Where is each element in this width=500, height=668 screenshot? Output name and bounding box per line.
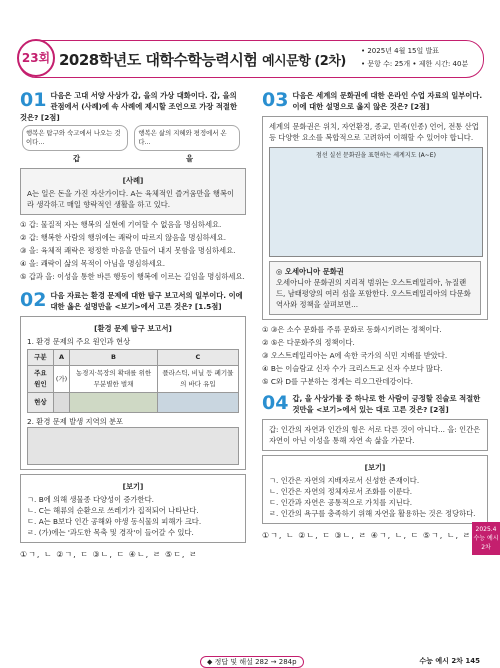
case-text: A는 일은 돈을 가진 자산가이다. A는 육체적인 즐거움만을 행복이라 생각하고 매일 향락적인 생활을 하고 있다. [27, 189, 235, 209]
q01-choices [20, 219, 246, 282]
choice: ⑤ C와 D를 구분하는 경계는 리오그란데강이다. [262, 377, 414, 386]
bogi-item: ㄹ. (가)에는 '과도한 목축 및 경작'이 들어갈 수 있다. [27, 528, 194, 537]
case-tag: [사례] [122, 176, 144, 185]
page-number: 수능 예시 2차 145 [419, 657, 480, 665]
q03-number: 03 [262, 89, 289, 111]
choice: ③ 을: 육체적 쾌락은 평정한 마음을 만들어 내지 못함을 명심하세요. [20, 246, 236, 255]
phenomenon-image [53, 393, 69, 413]
bogi-tag: [보기] [122, 482, 144, 491]
row-label: 현상 [28, 393, 54, 413]
choice: ④ B는 이슬람교 신자 수가 크리스트교 신자 수보다 많다. [262, 364, 443, 373]
bogi-item: ㄹ. 인간의 욕구를 충족하기 위해 자연을 활용하는 것은 정당하다. [269, 509, 476, 518]
q02-text: 다음 자료는 환경 문제에 대한 탐구 보고서의 일부이다. 이에 대한 옳은 설명만을 <보기>에서 고른 것은? [1.5점] [50, 291, 243, 311]
phenomenon-image [70, 393, 158, 413]
oceania-title: ◎ 오세아니아 문화권 [276, 267, 344, 276]
report-section-2: 2. 환경 문제 발생 지역의 분포 [27, 417, 124, 426]
meta-date: • 2025년 4월 15일 발표 [361, 47, 440, 55]
case-box [20, 168, 246, 215]
round-badge: 23회 [17, 39, 55, 77]
bogi-tag: [보기] [364, 463, 386, 472]
map-caption: 점선 실선 문화권을 표현하는 세계지도 (A~E) [316, 152, 436, 159]
q04-answers: ①ㄱ, ㄴ ②ㄴ, ㄷ ③ㄴ, ㄹ ④ㄱ, ㄴ, ㄷ ⑤ㄱ, ㄴ, ㄹ [262, 531, 472, 540]
lesson-box [262, 116, 488, 320]
left-column [20, 90, 246, 560]
bogi-item: ㄱ. B에 의해 생물종 다양성이 증가한다. [27, 495, 154, 504]
bogi-item: ㄴ. C는 해류의 순환으로 쓰레기가 집적되어 나타난다. [27, 506, 199, 515]
q04-number: 04 [262, 392, 289, 414]
bogi-item: ㄴ. 인간은 자연의 정체자로서 조화를 이룬다. [269, 487, 413, 496]
meta-count: • 문항 수: 25개 • 제한 시간: 40분 [361, 60, 469, 68]
choice: ① 갑: 물질적 자는 행복의 실현에 기여할 수 없음을 명심하세요. [20, 220, 222, 229]
exam-title [59, 49, 346, 70]
question-02 [20, 290, 246, 560]
bogi-item: ㄷ. A는 B보다 인간 공해와 야생 동식물의 피해가 크다. [27, 517, 202, 526]
world-map [269, 147, 483, 257]
answer-reference: ◆ 정답 및 해설 282 → 284p [200, 656, 304, 668]
q01-number: 01 [20, 89, 47, 111]
question-04 [262, 393, 488, 541]
exam-meta [361, 45, 468, 71]
exam-title-main: 2028학년도 대학수학능력시험 [59, 51, 258, 69]
q04-bogi-box [262, 455, 488, 524]
choice: ③ 오스트레일리아는 A에 속한 국가의 식민 지배를 받았다. [262, 351, 448, 360]
table-header: 구분 [28, 350, 54, 366]
q02-number: 02 [20, 289, 47, 311]
q04-text: 갑, 을 사상가를 중 하나로 한 사람이 긍정할 진술로 적절한 것만을 <보기>에서 있는 대로 고른 것은? [2점] [292, 394, 481, 414]
right-column [262, 90, 488, 541]
side-tab: 2025.4 수능 예시2차 [472, 522, 500, 555]
oceania-text: 오세아니아 문화권의 지리적 범위는 오스트레일리아, 뉴질랜드, 남태평양의 여러 섬을 포함한다. 오스트레일리아의 다문화 역사와 정책을 살펴보면... [276, 278, 471, 309]
distribution-map [27, 427, 239, 465]
phenomenon-image [157, 393, 238, 413]
bogi-item: ㄷ. 인간과 자연은 공통적으로 가치를 지닌다. [269, 498, 413, 507]
bogi-item: ㄱ. 인간은 자연의 지배자로서 신성한 존재이다. [269, 476, 420, 485]
table-cell: 농경지·목장의 확대를 위한 무분별한 벌채 [70, 366, 158, 393]
table-header: A [53, 350, 69, 366]
oceania-box [269, 261, 481, 315]
choice: ② ⑤은 다문화주의 정책이다. [262, 338, 355, 347]
choice: ④ 을: 쾌락이 삶의 목적이 아님을 명심하세요. [20, 259, 166, 268]
choice: ⑤ 갑과 을: 이성을 통한 바른 행동이 행복에 이르는 길임을 명심하세요. [20, 272, 245, 281]
question-01 [20, 90, 246, 282]
speaker-gap: 갑 [72, 154, 81, 163]
q03-choices [262, 324, 488, 387]
speech-gap: 행복은 탐구와 숙고에서 나오는 것이다... [22, 125, 128, 151]
choice: ② 갑: 행복한 사람의 행위에는 쾌락이 따르지 않음을 명심하세요. [20, 233, 227, 242]
exam-subtitle: 예시문항 (2차) [262, 54, 346, 69]
report-title: [환경 문제 탐구 보고서] [94, 324, 172, 333]
question-03 [262, 90, 488, 387]
cause-table [27, 349, 239, 413]
q02-answers: ①ㄱ, ㄴ ②ㄱ, ㄷ ③ㄴ, ㄷ ④ㄴ, ㄹ ⑤ㄷ, ㄹ [20, 550, 198, 559]
table-header: B [70, 350, 158, 366]
table-cell: (가) [53, 366, 69, 393]
report-section-1: 1. 환경 문제의 주요 원인과 현상 [27, 337, 131, 346]
speech-eul: 행복은 삶의 지혜와 평정에서 온다... [134, 125, 240, 151]
table-cell: 플라스틱, 비닐 등 폐기물의 바다 유입 [157, 366, 238, 393]
row-label: 주요 원인 [28, 366, 54, 393]
speaker-eul: 을 [185, 154, 194, 163]
exam-header [18, 40, 484, 78]
q01-text: 다음은 고대 서양 사상가 갑, 을의 가상 대화이다. 갑, 을의 관점에서 (사례)에 속 사례에 제시할 조언으로 가장 적절한 것은? [2점] [20, 91, 238, 122]
lesson-intro: 세계의 문화권은 위치, 자연환경, 종교, 민족(인종) 언어, 전통 산업 등 다양한 요소를 복합적으로 고려하여 이해할 수 있어야 합니다. [269, 122, 479, 142]
table-header: C [157, 350, 238, 366]
q03-text: 다음은 세계의 문화권에 대한 온라인 수업 자료의 일부이다. 이에 대한 설명으로 옳지 않은 것은? [2점] [292, 91, 483, 111]
q02-bogi-box [20, 474, 246, 543]
q04-passage: 갑: 인간의 자연과 인간의 힘은 서로 다른 것이 아니다... 을: 인간은 자연이 아닌 이성을 통해 자연 속 삶을 가꾼다. [262, 419, 488, 451]
report-box [20, 316, 246, 470]
choice: ① ③은 소수 문화를 주류 문화로 동화시키려는 정책이다. [262, 325, 442, 334]
